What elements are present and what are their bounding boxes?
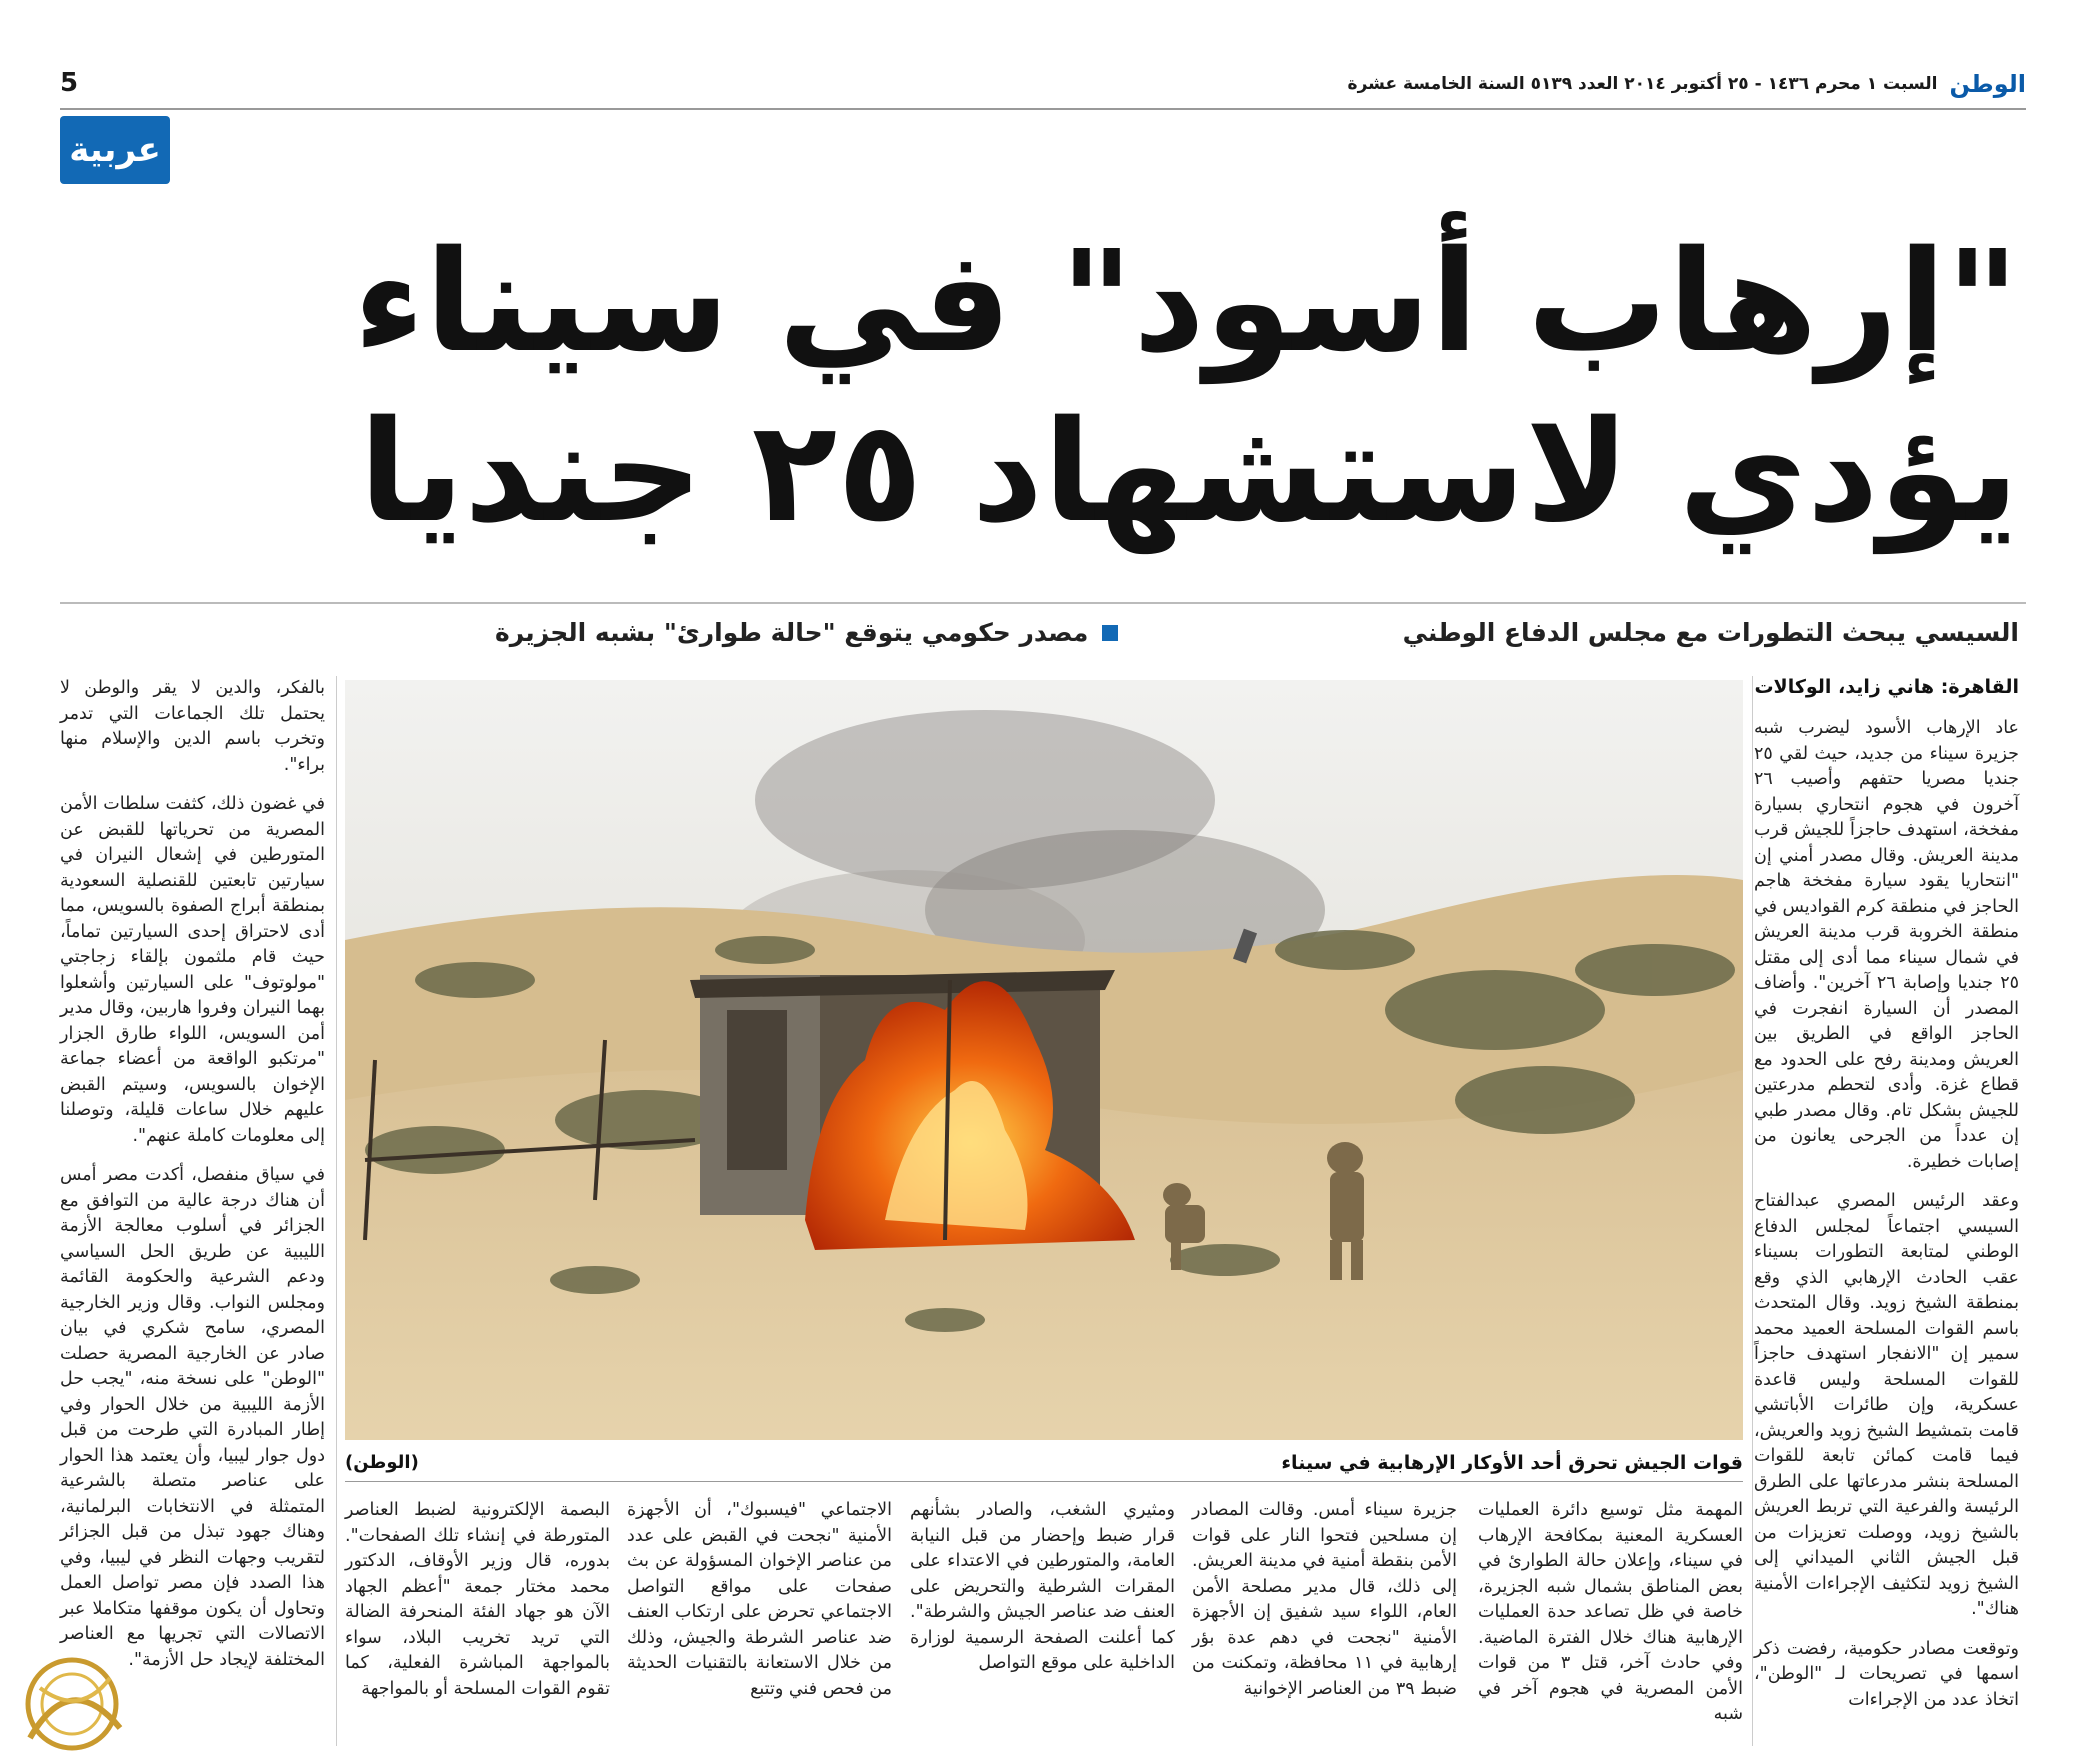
news-photo [345,680,1743,1440]
subhead-left: مصدر حكومي يتوقع "حالة طوارئ" بشبه الجزيرة [495,618,1089,647]
subhead-left-wrapper [495,618,1118,647]
paragraph: جزيرة سيناء أمس. وقالت المصادر إن مسلحين فتحوا النار على قوات الأمن بنقطة أمنية في مدينة العريش. إلى ذلك، قال مدير مصلحة الأمن العام، اللواء سيد شفيق إن الأجهزة الأمنية "نجحت في دهم عدة بؤر إرهابية في ١١ محافظة، وتمكنت من ضبط ٣٩ من العناصر الإخوانية [1192,1500,1457,1699]
page-number: 5 [60,68,79,98]
headline: "إرهاب أسود" في سيناء يؤدي لاستشهاد ٢٥ جنديا [353,221,2019,554]
top-bar [60,58,2026,110]
paragraph: ومثيري الشغب، والصادر بشأنهم قرار ضبط وإحضار من قبل النيابة العامة، والمتورطين في الاعتداء على المقرات الشرطية والتحريض على العنف ضد عناصر الجيش والشرطة". كما أعلنت الصفحة الرسمية لوزارة الداخلية على موقع التواصل [910,1500,1175,1673]
paragraph: وعقد الرئيس المصري عبدالفتاح السيسي اجتماعاً لمجلس الدفاع الوطني لمتابعة التطورات بسيناء عقب الحادث الإرهابي الذي وقع بمنطقة الشيخ زويد. وقال المتحدث باسم القوات المسلحة العميد محمد سمير إن "الانفجار استهدف حاجزاً للقوات المسلحة وليس قاعدة عسكرية، وإن طائرات الأباتشي قامت بتمشيط الشيخ زويد والعريش، فيما قامت كمائن تابعة للقوات المسلحة بنشر مدرعاتها على الطرق الرئيسة والفرعية التي تربط العريش بالشيخ زويد، ووصلت تعزيزات من قبل الجيش الثاني الميداني إلى الشيخ زويد لتكثيف الإجراءات الأمنية هناك". [1754,1191,2019,1619]
article-column-b4 [627,1498,892,1716]
newspaper-logo: الوطن [1949,70,2026,98]
photo-credit: (الوطن) [345,1452,419,1473]
top-rule [60,108,2026,110]
paragraph: وتوقعت مصادر حكومية، رفضت ذكر اسمها في تصريحات لـ "الوطن"، اتخاذ عدد من الإجراءات [1754,1638,2019,1710]
article-column-b3 [910,1498,1175,1691]
paragraph: البصمة الإلكترونية لضبط العناصر المتورطة في إنشاء تلك الصفحات". بدوره، قال وزير الأوقاف، الدكتور محمد مختار جمعة "أعظم الجهاد الآن هو جهاد الفئة المنحرفة الضالة التي تريد تخريب البلاد، سواء بالمواجهة المباشرة الفعلية، كما تقوم القوات المسلحة أو بالمواجهة [345,1500,610,1699]
column-divider [336,676,337,1746]
photo-caption: قوات الجيش تحرق أحد الأوكار الإرهابية في سيناء [1281,1452,1743,1474]
paragraph: الاجتماعي "فيسبوك"، أن الأجهزة الأمنية "نجحت في القبض على عدد من عناصر الإخوان المسؤولة عن بث صفحات على مواقع التواصل الاجتماعي تحرض على ارتكاب العنف ضد عناصر الشرطة والجيش، وذلك من خلال الاستعانة بالتقنيات الحديثة من فحص فني وتتبع [627,1500,892,1699]
issue-info: السبت ١ محرم ١٤٣٦ - ٢٥ أكتوبر ٢٠١٤ العدد ٥١٣٩ السنة الخامسة عشرة [1347,74,1938,94]
paragraph: في سياق منفصل، أكدت مصر أمس أن هناك درجة عالية من التوافق مع الجزائر في أسلوب معالجة الأزمة الليبية عن طريق الحل السياسي ودعم الشرعية والحكومة القائمة ومجلس النواب. وقال وزير الخارجية المصري، سامح شكري في بيان صادر عن الخارجية المصرية حصلت "الوطن" على نسخة منه، "يجب حل الأزمة الليبية من خلال الحوار وفي إطار المبادرة التي طرحت من قبل دول جوار ليبيا، وأن يعتمد هذا الحوار على عناصر متصلة بالشرعية المتمثلة في الانتخابات البرلمانية، وهناك جهود تبذل من قبل الجزائر لتقريب وجهات النظر في ليبيا، وفي هذا الصدد فإن مصر تواصل العمل وتحاول أن يكون موقفها متكاملا عبر الاتصالات التي تجريها مع العناصر المختلفة لإيجاد حل الأزمة". [60,1165,325,1670]
section-badge: عربية [60,116,170,184]
square-bullet-icon [1102,625,1118,641]
calligraphy-seal-icon [10,1648,140,1760]
paragraph: عاد الإرهاب الأسود ليضرب شبه جزيرة سيناء من جديد، حيث لقي ٢٥ جنديا مصريا حتفهم وأصيب ٢٦ آخرون في هجوم انتحاري بسيارة مفخخة، استهدف حاجزاً للجيش قرب مدينة العريش. وقال مصدر أمني إن "انتحاريا يقود سيارة مفخخة هاجم الحاجز في منطقة كرم القواديس في منطقة الخروبة قرب مدينة العريش في شمال سيناء مما أدى إلى مقتل ٢٥ جنديا وإصابة ٢٦ آخرين". وأضاف المصدر أن السيارة انفجرت في الحاجز الواقع في الطريق بين العريش ومدينة رفح على الحدود مع قطاع غزة. وأدى لتحطم مدرعتين للجيش بشكل تام. وقال مصدر طبي إن عدداً من الجرحى يعانون من إصابات خطيرة. [1753,718,2019,1172]
headline-rule [60,602,2026,604]
paragraph: المهمة مثل توسيع دائرة العمليات العسكرية المعنية بمكافحة الإرهاب في سيناء، وإعلان حالة الطوارئ في بعض المناطق بشمال شبه الجزيرة، خاصة في ظل تصاعد حدة العمليات الإرهابية هناك خلال الفترة الماضية. وفي حادث آخر، قتل ٣ من قوات الأمن المصرية في هجوم آخر في شبه [1478,1500,1743,1724]
paragraph: بالفكر، والدين لا يقر والوطن لا يحتمل تلك الجماعات التي تدمر وتخرب باسم الدين والإسلام منها براء". [60,678,325,775]
column-divider [1752,676,1753,1746]
subhead-right: السيسي يبحث التطورات مع مجلس الدفاع الوطني [1402,618,2019,647]
paragraph: في غضون ذلك، كثفت سلطات الأمن المصرية من تحرياتها للقبض عن المتورطين في إشعال النيران في سيارتين تابعتين للقنصلية السعودية بمنطقة أبراج الصفوة بالسويس، مما أدى لاحتراق إحدى السيارتين تماماً، حيث قام ملثمون بإلقاء زجاجتي "مولوتوف" على السيارتين وأشعلوا بهما النيران وفروا هاربين، وقال مدير أمن السويس، اللواء طارق الجزار "مرتكبو الواقعة من أعضاء جماعة الإخوان بالسويس، وسيتم القبض عليهم خلال ساعات قليلة، وتوصلنا إلى معلومات كاملة عنهم". [60,794,325,1146]
burning-hut-illustration [345,680,1743,1440]
byline: القاهرة: هاني زايد، الوكالات [1754,676,2019,698]
article-column-b2 [1192,1498,1457,1716]
article-column-right [1754,716,2019,1727]
masthead [1348,70,2026,98]
article-column-b5 [345,1498,610,1716]
photo-caption-row [345,1452,1743,1482]
article-column-left [60,676,325,1687]
article-column-b1 [1478,1498,1743,1742]
